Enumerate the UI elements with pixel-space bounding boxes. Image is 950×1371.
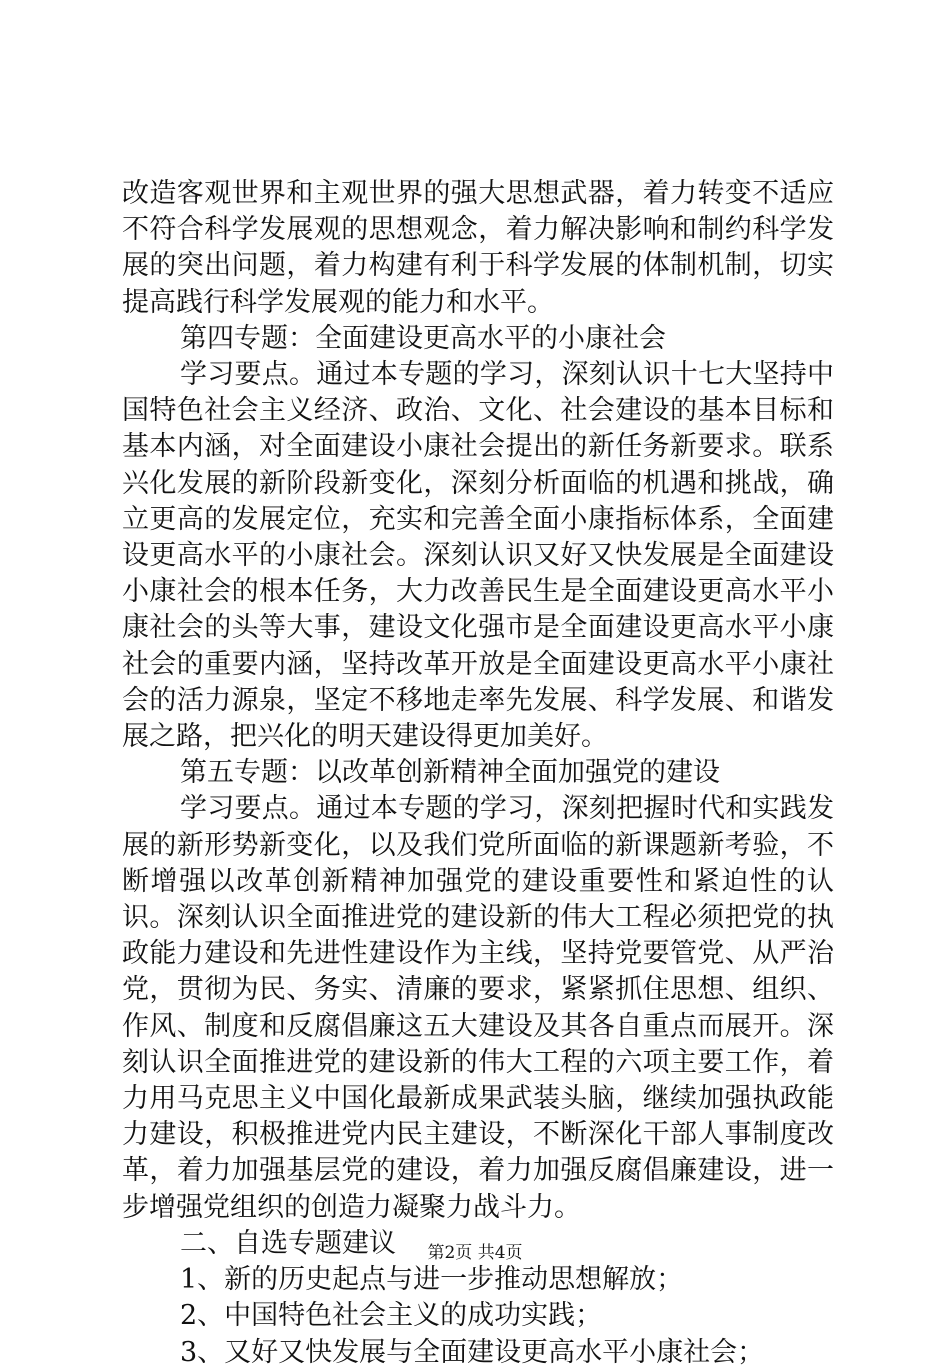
- section-heading-elective-topics: 二、自选专题建议: [180, 1227, 396, 1259]
- page-number-footer: 第2页 共4页: [427, 1243, 523, 1263]
- section-heading-topic-4: 第四专题：全面建设更高水平的小康社会: [180, 322, 666, 354]
- list-item: 3、又好又快发展与全面建设更高水平小康社会；: [180, 1336, 765, 1368]
- list-item: 2、中国特色社会主义的成功实践；: [180, 1300, 603, 1332]
- document-body: [122, 176, 834, 1371]
- paragraph-continuation: 改造客观世界和主观世界的强大思想武器，着力转变不适应不符合科学发展观的思想观念，着力解决影响和制约科学发展的突出问题，着力构建有利于科学发展的体制机制，切实提高践行科学发展观的能力和水平。: [122, 178, 834, 318]
- paragraph-topic-4-key-points: 学习要点。通过本专题的学习，深刻认识十七大坚持中国特色社会主义经济、政治、文化、社会建设的基本目标和基本内涵，对全面建设小康社会提出的新任务新要求。联系兴化发展的新阶段新变化，深刻分析面临的机遇和挑战，确立更高的发展定位，充实和完善全面小康指标体系，全面建设更高水平的小康社会。深刻认识又好又快发展是全面建设小康社会的根本任务，大力改善民生是全面建设更高水平小康社会的头等大事，建设文化强市是全面建设更高水平小康社会的重要内涵，坚持改革开放是全面建设更高水平小康社会的活力源泉，坚定不移地走率先发展、科学发展、和谐发展之路，把兴化的明天建设得更加美好。: [122, 359, 834, 753]
- section-heading-topic-5: 第五专题：以改革创新精神全面加强党的建设: [180, 757, 720, 789]
- paragraph-topic-5-key-points: 学习要点。通过本专题的学习，深刻把握时代和实践发展的新形势新变化，以及我们党所面临的新课题新考验，不断增强以改革创新精神加强党的建设重要性和紧迫性的认识。深刻认识全面推进党的建设新的伟大工程必须把党的执政能力建设和先进性建设作为主线，坚持党要管党、从严治党，贯彻为民、务实、清廉的要求，紧紧抓住思想、组织、作风、制度和反腐倡廉这五大建设及其各自重点而展开。深刻认识全面推进党的建设新的伟大工程的六项主要工作，着力用马克思主义中国化最新成果武装头脑，继续加强执政能力建设，积极推进党内民主建设，不断深化干部人事制度改革，着力加强基层党的建设，着力加强反腐倡廉建设，进一步增强党组织的创造力凝聚力战斗力。: [122, 793, 834, 1223]
- list-item: 1、新的历史起点与进一步推动思想解放；: [180, 1264, 684, 1296]
